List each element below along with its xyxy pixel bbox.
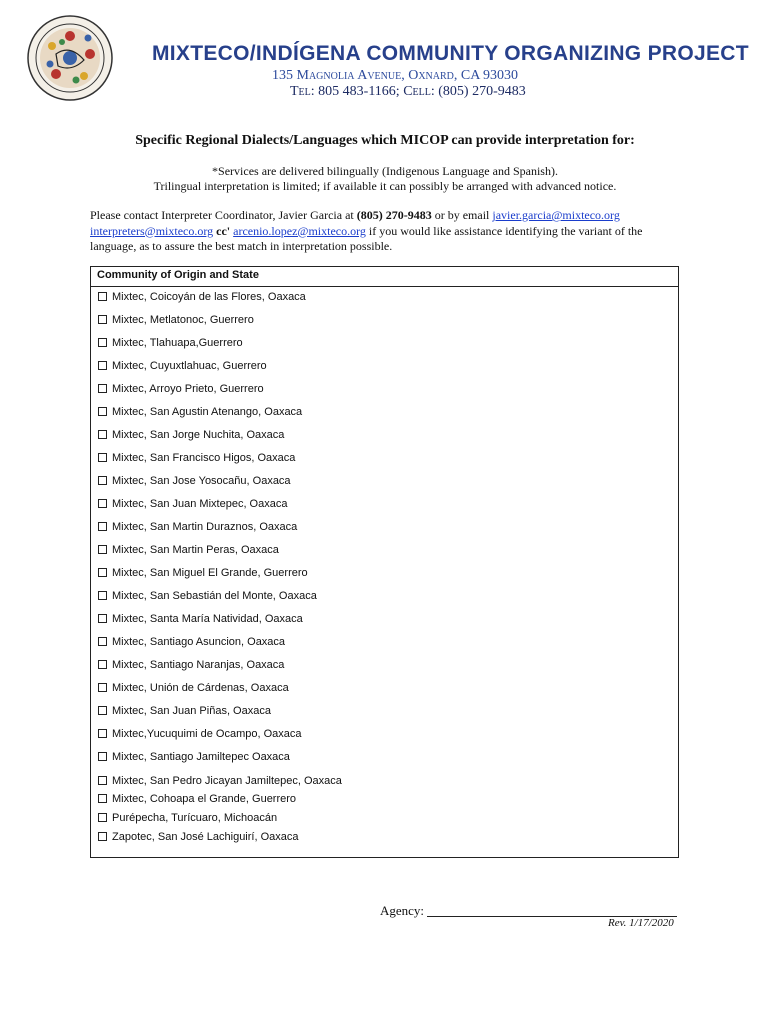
community-table (90, 266, 679, 858)
checkbox-icon[interactable] (98, 338, 107, 347)
revision-date: Rev. 1/17/2020 (608, 917, 674, 929)
email-link-arcenio[interactable]: arcenio.lopez@mixteco.org (233, 223, 366, 238)
community-label: Mixtec, San Juan Piñas, Oaxaca (112, 705, 271, 717)
community-label: Mixtec, Coicoyán de las Flores, Oaxaca (112, 291, 306, 303)
community-label: Mixtec, San Miguel El Grande, Guerrero (112, 567, 308, 579)
checkbox-icon[interactable] (98, 522, 107, 531)
page-heading: Specific Regional Dialects/Languages which MICOP can provide interpretation for: (135, 133, 635, 148)
email-link-interpreters[interactable]: interpreters@mixteco.org (90, 223, 214, 238)
table-row[interactable] (98, 793, 296, 805)
checkbox-icon[interactable] (98, 453, 107, 462)
table-row[interactable] (98, 314, 254, 326)
community-label: Mixtec, Santiago Asuncion, Oaxaca (112, 636, 286, 648)
agency-label: Agency: (380, 903, 425, 918)
community-label: Mixtec, San Pedro Jicayan Jamiltepec, Oaxaca (112, 775, 342, 787)
table-row[interactable] (98, 705, 271, 717)
community-label: Mixtec, San Agustin Atenango, Oaxaca (112, 406, 303, 418)
checkbox-icon[interactable] (98, 637, 107, 646)
services-note: *Services are delivered bilingually (Indigenous Language and Spanish). (212, 164, 558, 178)
checkbox-icon[interactable] (98, 813, 107, 822)
community-label: Mixtec, Santa María Natividad, Oaxaca (112, 613, 303, 625)
checkbox-icon[interactable] (98, 361, 107, 370)
contact-phone: (805) 270-9483 (356, 208, 432, 222)
table-header-divider (91, 286, 678, 287)
table-row[interactable] (98, 590, 317, 602)
cc-label: cc' (213, 223, 234, 238)
checkbox-icon[interactable] (98, 292, 107, 301)
checkbox-icon[interactable] (98, 384, 107, 393)
community-label: Zapotec, San José Lachiguirí, Oaxaca (112, 831, 299, 843)
table-row[interactable] (98, 337, 243, 349)
community-label: Mixtec, San Jose Yosocañu, Oaxaca (112, 475, 291, 487)
contact-text-1: Please contact Interpreter Coordinator, Javier Garcia at (90, 208, 357, 222)
checkbox-icon[interactable] (98, 591, 107, 600)
checkbox-icon[interactable] (98, 832, 107, 841)
table-row[interactable] (98, 636, 285, 648)
checkbox-icon[interactable] (98, 430, 107, 439)
table-row[interactable] (98, 498, 287, 510)
checkbox-icon[interactable] (98, 706, 107, 715)
table-row[interactable] (98, 659, 284, 671)
checkbox-icon[interactable] (98, 315, 107, 324)
checkbox-icon[interactable] (98, 407, 107, 416)
community-label: Mixtec, Metlatonoc, Guerrero (112, 314, 254, 326)
checkbox-icon[interactable] (98, 499, 107, 508)
community-label: Mixtec, San Sebastián del Monte, Oaxaca (112, 590, 317, 602)
checkbox-icon[interactable] (98, 752, 107, 761)
table-header: Community of Origin and State (97, 269, 259, 281)
contact-paragraph (90, 208, 690, 255)
table-row[interactable] (98, 383, 264, 395)
community-label: Mixtec, Cohoapa el Grande, Guerrero (112, 793, 297, 805)
table-row[interactable] (98, 831, 299, 843)
table-row[interactable] (98, 406, 302, 418)
organization-phone: Tel: 805 483-1166; Cell: (805) 270-9483 (290, 84, 526, 99)
organization-address: 135 Magnolia Avenue, Oxnard, CA 93030 (272, 68, 519, 83)
checkbox-icon[interactable] (98, 794, 107, 803)
table-row[interactable] (98, 567, 308, 579)
trilingual-note: Trilingual interpretation is limited; if available it can possibly be arranged with advanced notice. (153, 179, 617, 193)
table-row[interactable] (98, 291, 306, 303)
micop-logo-icon (26, 14, 114, 102)
table-row[interactable] (98, 475, 291, 487)
checkbox-icon[interactable] (98, 660, 107, 669)
checkbox-icon[interactable] (98, 729, 107, 738)
community-label: Mixtec, San Jorge Nuchita, Oaxaca (112, 429, 285, 441)
community-label: Mixtec, Cuyuxtlahuac, Guerrero (112, 360, 267, 372)
checkbox-icon[interactable] (98, 545, 107, 554)
community-label: Mixtec, San Juan Mixtepec, Oaxaca (112, 498, 288, 510)
table-row[interactable] (98, 613, 303, 625)
checkbox-icon[interactable] (98, 476, 107, 485)
table-row[interactable] (98, 429, 284, 441)
community-label: Mixtec, San Francisco Higos, Oaxaca (112, 452, 296, 464)
organization-title: MIXTECO/INDÍGENA COMMUNITY ORGANIZING PROJECT (152, 42, 749, 65)
checkbox-icon[interactable] (98, 568, 107, 577)
table-row[interactable] (98, 452, 295, 464)
table-row[interactable] (98, 812, 277, 824)
community-label: Mixtec,Yucuquimi de Ocampo, Oaxaca (112, 728, 302, 740)
community-label: Mixtec, Santiago Jamiltepec Oaxaca (112, 751, 290, 763)
community-label: Mixtec, Unión de Cárdenas, Oaxaca (112, 682, 289, 694)
email-link-javier[interactable]: javier.garcia@mixteco.org (492, 208, 620, 222)
table-row[interactable] (98, 682, 289, 694)
table-row[interactable] (98, 751, 290, 763)
checkbox-icon[interactable] (98, 776, 107, 785)
community-label: Mixtec, Santiago Naranjas, Oaxaca (112, 659, 285, 671)
table-row[interactable] (98, 728, 302, 740)
table-row[interactable] (98, 775, 342, 787)
contact-text-3: if you would like assistance identifying the variant of the language, as to assure the best match in interpretation possible. (90, 223, 643, 253)
checkbox-icon[interactable] (98, 683, 107, 692)
checkbox-icon[interactable] (98, 614, 107, 623)
community-label: Mixtec, Arroyo Prieto, Guerrero (112, 383, 264, 395)
community-label: Mixtec, San Martin Peras, Oaxaca (112, 544, 279, 556)
community-label: Purépecha, Turícuaro, Michoacán (112, 812, 278, 824)
community-label: Mixtec, San Martin Duraznos, Oaxaca (112, 521, 298, 533)
community-label: Mixtec, Tlahuapa,Guerrero (112, 337, 243, 349)
table-row[interactable] (98, 521, 297, 533)
contact-text-2: or by email (431, 208, 493, 222)
table-row[interactable] (98, 360, 267, 372)
table-row[interactable] (98, 544, 279, 556)
